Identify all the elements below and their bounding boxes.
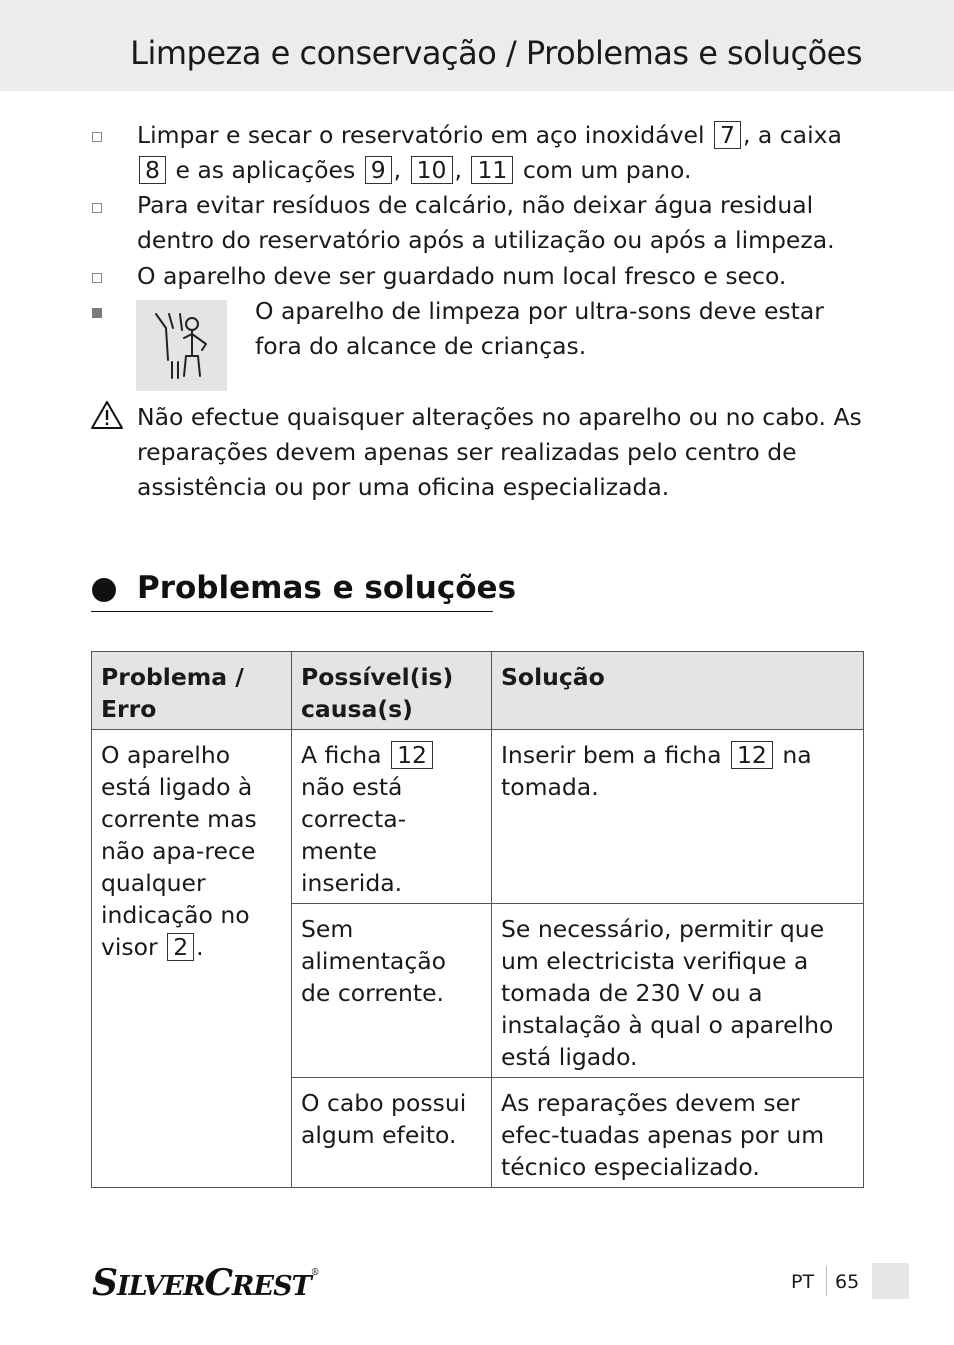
solution-text: na tomada. — [501, 741, 812, 801]
cause-cell — [292, 730, 492, 904]
ref-number: 11 — [471, 156, 513, 184]
section-title: Problemas e soluções — [137, 570, 517, 606]
care-item-1-text: Limpar e secar o reservatório em aço inoxidável — [137, 121, 705, 149]
comma: , — [393, 156, 402, 184]
ref-number: 12 — [391, 741, 433, 769]
footer-tab-marker — [872, 1263, 909, 1299]
cause-cell: Sem alimentação de corrente. — [292, 904, 492, 1078]
solution-cell — [492, 730, 864, 904]
problem-text: O aparelho está ligado à corrente mas não apa-rece qualquer indicação no visor — [101, 741, 257, 961]
logo-letter: S — [92, 1262, 117, 1304]
header-cause: Possível(is) causa(s) — [292, 652, 492, 730]
language-code: PT — [791, 1271, 815, 1293]
period: . — [196, 933, 204, 961]
warning-triangle-icon — [90, 400, 124, 430]
logo-letters: REST — [232, 1271, 311, 1302]
ref-number: 7 — [714, 121, 741, 149]
care-item-1-text: com um pano. — [522, 156, 692, 184]
child-out-of-reach-icon — [136, 300, 227, 391]
comma: , — [454, 156, 462, 184]
list-bullet-filled — [92, 308, 102, 318]
ref-number: 10 — [411, 156, 453, 184]
list-bullet — [92, 203, 102, 213]
problems-table — [91, 651, 864, 1188]
registered-mark: ® — [310, 1268, 319, 1278]
header-solution: Solução — [492, 652, 864, 730]
section-bullet — [92, 578, 116, 602]
table-row — [92, 730, 864, 904]
ref-number: 8 — [139, 156, 166, 184]
care-item-1-text: as aplicações — [197, 156, 356, 184]
silvercrest-logo — [92, 1262, 319, 1304]
page-title: Limpeza e conservação / Problemas e soluções — [130, 34, 862, 72]
cause-cell: O cabo possui algum efeito. — [292, 1078, 492, 1188]
logo-letter: C — [204, 1262, 233, 1304]
care-item-1-text: e — [175, 156, 190, 184]
table-header-row — [92, 652, 864, 730]
logo-letters: ILVER — [117, 1271, 205, 1302]
care-item-1 — [137, 118, 867, 188]
section-underline — [91, 611, 493, 612]
care-item-3: O aparelho deve ser guardado num local fresco e seco. — [137, 262, 787, 290]
cause-text: A ficha — [301, 741, 382, 769]
care-item-2: Para evitar resíduos de calcário, não deixar água residual dentro do reservatório após a utilização ou após a limpeza. — [137, 191, 835, 254]
list-bullet — [92, 273, 102, 283]
header-problem: Problema / Erro — [92, 652, 292, 730]
list-bullet — [92, 132, 102, 142]
solution-text: Inserir bem a ficha — [501, 741, 722, 769]
care-item-1-text: , a caixa — [742, 121, 842, 149]
ref-number: 12 — [731, 741, 773, 769]
footer-divider — [826, 1266, 827, 1296]
cause-text: não está correcta-mente inserida. — [301, 773, 407, 897]
problem-cell — [92, 730, 292, 1188]
ref-number: 2 — [167, 933, 194, 961]
warning-text: Não efectue quaisquer alterações no aparelho ou no cabo. As reparações devem apenas ser realizadas pelo centro de assistência ou por uma oficina especializada. — [137, 403, 862, 501]
page-number: 65 — [835, 1271, 860, 1293]
solution-cell: As reparações devem ser efec-tuadas apenas por um técnico especializado. — [492, 1078, 864, 1188]
care-item-4: O aparelho de limpeza por ultra-sons deve estar fora do alcance de crianças. — [255, 297, 824, 360]
ref-number: 9 — [365, 156, 392, 184]
solution-cell: Se necessário, permitir que um electricista verifique a tomada de 230 V ou a instalação à qual o aparelho está ligado. — [492, 904, 864, 1078]
